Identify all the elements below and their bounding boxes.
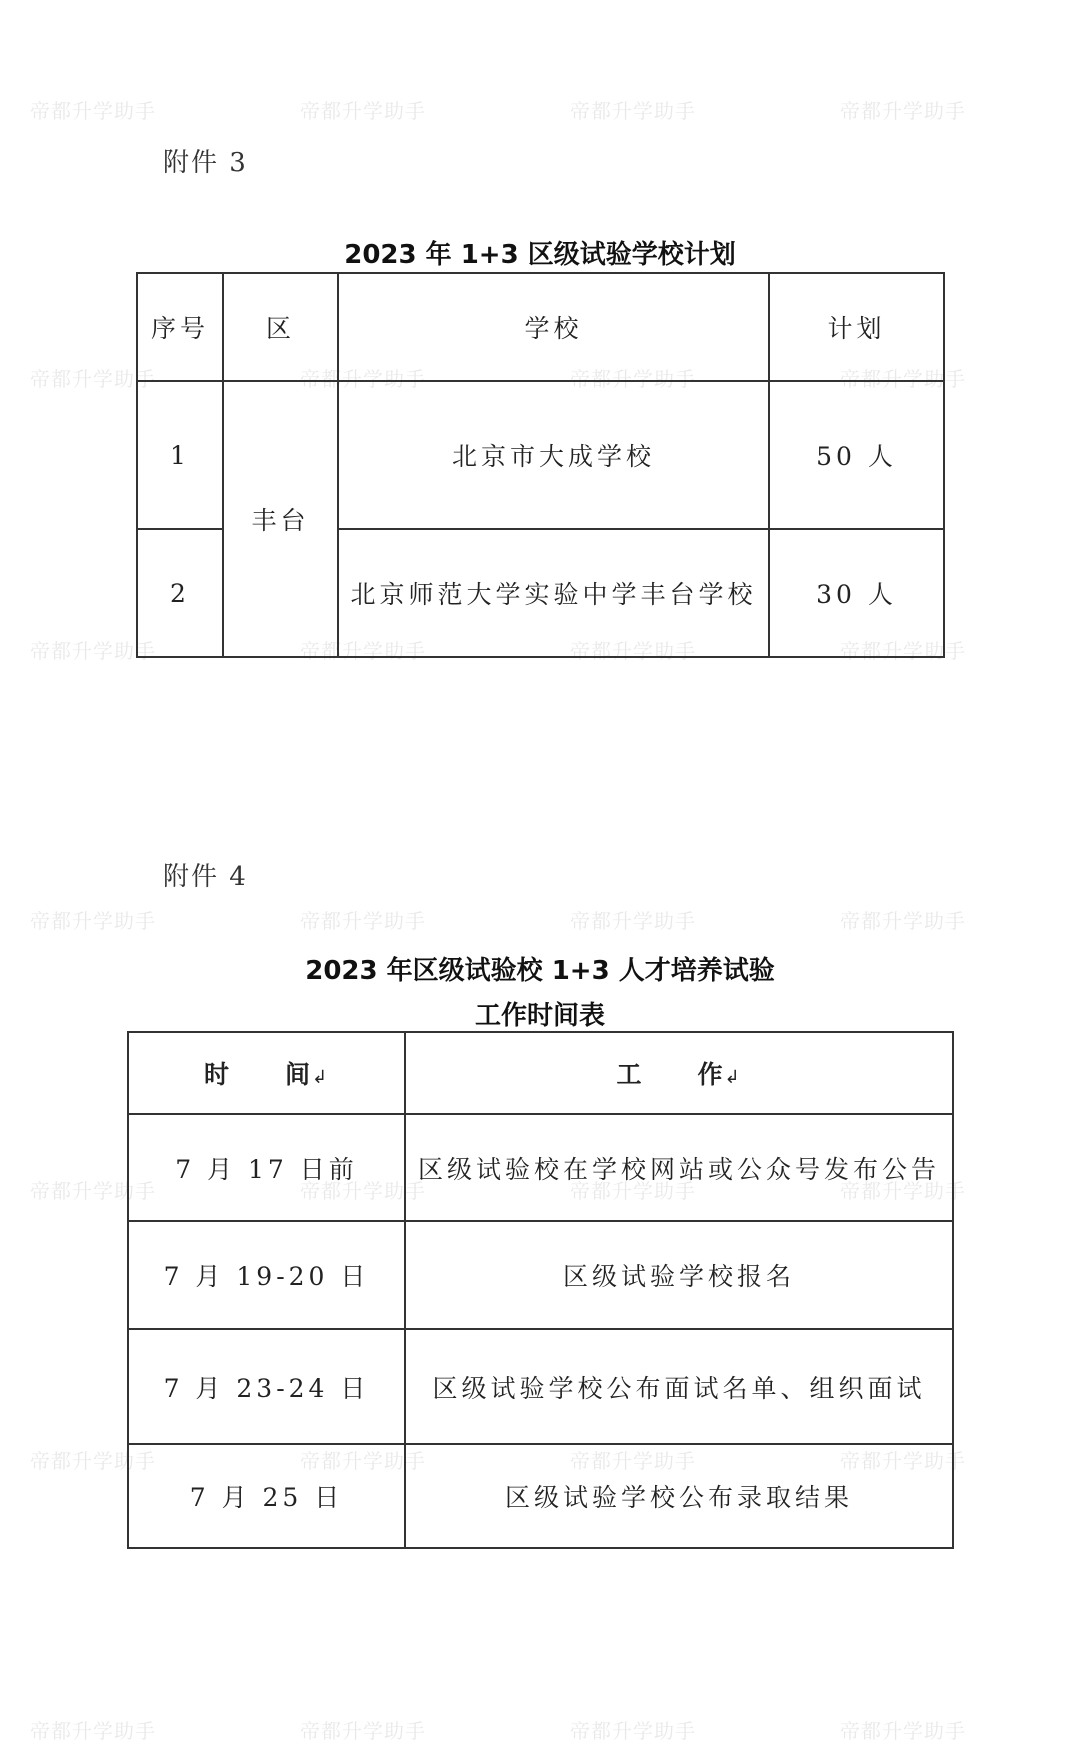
watermark: 帝都升学助手 [840,1719,966,1743]
seq-cell: 2 [137,529,223,657]
watermark: 帝都升学助手 [300,1179,426,1203]
watermark: 帝都升学助手 [300,367,426,391]
district-cell: 丰台 [223,381,338,657]
school-cell: 北京市大成学校 [338,381,769,529]
return-mark-icon: ↲ [311,1067,330,1088]
table-row [128,1221,953,1329]
watermark: 帝都升学助手 [570,909,696,933]
attachment-3-title: 2023 年 1+3 区级试验学校计划 [344,240,736,270]
watermark: 帝都升学助手 [30,1449,156,1473]
school-cell: 北京师范大学实验中学丰台学校 [338,529,769,657]
table-row [128,1444,953,1548]
table-row [128,1329,953,1444]
work-cell: 区级试验校在学校网站或公众号发布公告 [405,1114,953,1221]
plan-cell: 30 人 [769,529,944,657]
watermark: 帝都升学助手 [30,1719,156,1743]
header-work [405,1032,953,1114]
watermark: 帝都升学助手 [840,367,966,391]
header-seq: 序号 [137,273,223,381]
time-cell: 7 月 19-20 日 [128,1221,405,1329]
watermark: 帝都升学助手 [840,99,966,123]
watermark: 帝都升学助手 [30,367,156,391]
attachment-4-title-line1: 2023 年区级试验校 1+3 人才培养试验 [305,956,775,986]
watermark: 帝都升学助手 [300,99,426,123]
schedule-table [127,1031,954,1549]
attachment-4-title-line2: 工作时间表 [474,1001,605,1031]
school-plan-table [136,272,945,658]
watermark: 帝都升学助手 [570,1449,696,1473]
watermark: 帝都升学助手 [840,639,966,663]
attachment-3-label: 附件 3 [163,148,248,178]
time-cell: 7 月 25 日 [128,1444,405,1548]
header-time-label: 时 间 [203,1060,312,1089]
header-plan: 计划 [769,273,944,381]
attachment-4-label: 附件 4 [163,862,248,892]
return-mark-icon: ↲ [724,1067,742,1088]
work-cell: 区级试验学校公布录取结果 [405,1444,953,1548]
table-row [128,1114,953,1221]
time-cell: 7 月 17 日前 [128,1114,405,1221]
watermark: 帝都升学助手 [840,1179,966,1203]
work-cell: 区级试验学校报名 [405,1221,953,1329]
watermark: 帝都升学助手 [30,639,156,663]
plan-cell: 50 人 [769,381,944,529]
table-row [137,381,944,529]
watermark: 帝都升学助手 [30,1179,156,1203]
seq-cell: 1 [137,381,223,529]
watermark: 帝都升学助手 [570,1719,696,1743]
watermark: 帝都升学助手 [840,909,966,933]
time-cell: 7 月 23-24 日 [128,1329,405,1444]
header-school: 学校 [338,273,769,381]
watermark: 帝都升学助手 [570,1179,696,1203]
watermark: 帝都升学助手 [300,909,426,933]
watermark: 帝都升学助手 [570,99,696,123]
table-header-row [137,273,944,381]
watermark: 帝都升学助手 [30,909,156,933]
watermark: 帝都升学助手 [570,367,696,391]
header-work-label: 工 作 [616,1060,725,1089]
work-cell: 区级试验学校公布面试名单、组织面试 [405,1329,953,1444]
watermark: 帝都升学助手 [30,99,156,123]
watermark: 帝都升学助手 [300,1449,426,1473]
header-time [128,1032,405,1114]
header-district: 区 [223,273,338,381]
watermark: 帝都升学助手 [300,1719,426,1743]
watermark: 帝都升学助手 [300,639,426,663]
watermark: 帝都升学助手 [840,1449,966,1473]
table-header-row [128,1032,953,1114]
watermark: 帝都升学助手 [570,639,696,663]
